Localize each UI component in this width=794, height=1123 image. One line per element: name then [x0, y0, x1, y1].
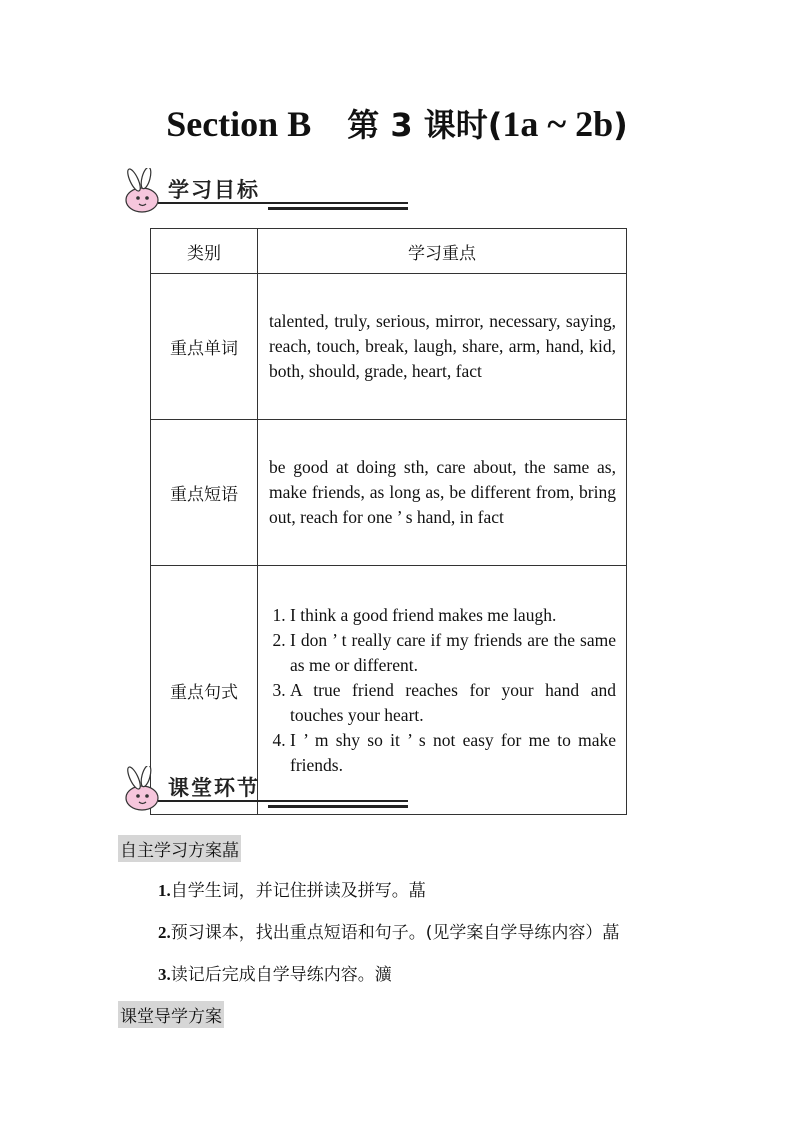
- banner-label: 学习目标: [168, 178, 260, 202]
- banner-underline-thick: [268, 207, 408, 210]
- key-words: talented, truly, serious, mirror, necessary, saying, reach, touch, break, laugh, share, arm, hand, kid, both, should, grade, heart, fact: [258, 274, 627, 420]
- rabbit-mascot-icon: [118, 766, 170, 814]
- item-text: 读记后完成自学导练内容。瀇: [170, 965, 392, 985]
- banner-label: 课堂环节: [168, 776, 260, 800]
- banner-underline: [158, 202, 408, 204]
- sentence-item: 2. I don ’ t really care if my friends are the same as me or different.: [290, 628, 616, 678]
- title-lesson: 第 3 课时(: [347, 106, 503, 144]
- category-sentences: 重点句式: [151, 566, 258, 815]
- list-item: [158, 918, 619, 943]
- list-item: [158, 960, 392, 985]
- sentence-item: 3. A true friend reaches for your hand and touches your heart.: [290, 678, 616, 728]
- key-sentences: [258, 566, 627, 815]
- table-header-category: 类别: [151, 229, 258, 274]
- guided-study-heading: 课堂导学方案: [118, 1001, 224, 1028]
- key-phrases: be good at doing sth, care about, the same as, make friends, as long as, be different from, bring out, reach for one ’ s hand, in fact: [258, 420, 627, 566]
- banner-class-steps: [118, 766, 298, 816]
- sentence-item: 1. I think a good friend makes me laugh.: [290, 603, 616, 628]
- sentence-item: 4. I ’ m shy so it ’ s not easy for me to make friends.: [290, 728, 616, 778]
- list-item: [158, 876, 426, 901]
- item-number: 3.: [158, 965, 171, 984]
- rabbit-mascot-icon: [118, 168, 170, 216]
- self-study-heading: 自主学习方案蕌: [118, 835, 241, 862]
- category-words: 重点单词: [151, 274, 258, 420]
- table-row: [151, 274, 627, 420]
- page-title: [0, 100, 794, 146]
- banner-underline-thick: [268, 805, 408, 808]
- banner-learning-goals: [118, 168, 298, 218]
- title-range: 1a ~ 2b: [502, 104, 614, 144]
- table-header-focus: 学习重点: [258, 229, 627, 274]
- banner-underline: [158, 800, 408, 802]
- title-close: ): [613, 106, 628, 144]
- category-phrases: 重点短语: [151, 420, 258, 566]
- item-text: 预习课本，找出重点短语和句子。(见学案自学导练内容）蕌: [170, 923, 620, 943]
- item-number: 2.: [158, 923, 171, 942]
- table-row: [151, 420, 627, 566]
- item-text: 自学生词，并记住拼读及拼写。蕌: [170, 881, 426, 901]
- learning-goals-table: [150, 228, 627, 815]
- title-en: Section B: [166, 104, 312, 144]
- item-number: 1.: [158, 881, 171, 900]
